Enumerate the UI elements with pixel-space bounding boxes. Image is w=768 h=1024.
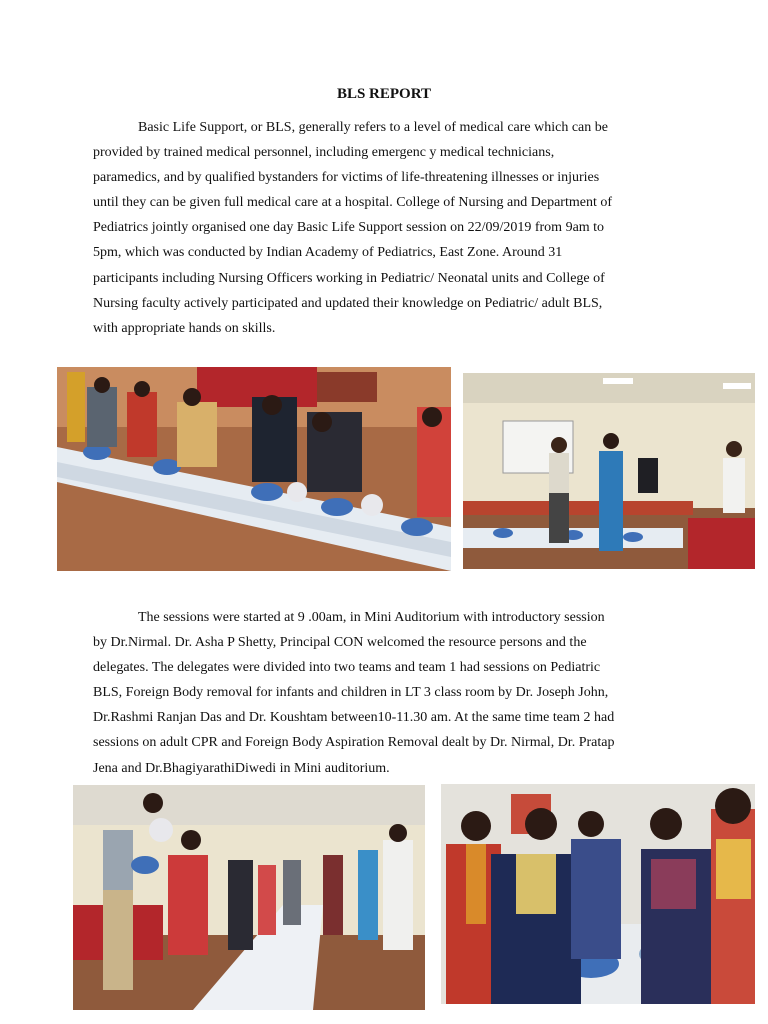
report-title: BLS REPORT xyxy=(336,86,432,102)
text-line: until they can be given full medical care at a hospital. College of Nursing and Department of xyxy=(93,195,612,211)
text-line: The sessions were started at 9 .00am, in Mini Auditorium with introductory session xyxy=(138,610,605,625)
text-line: delegates. The delegates were divided into two teams and team 1 had sessions on Pediatric xyxy=(93,660,601,676)
text-line: Basic Life Support, or BLS, generally refers to a level of medical care which can be xyxy=(138,120,608,135)
text-line: participants including Nursing Officers working in Pediatric/ Neonatal units and College of xyxy=(93,270,605,286)
text-line: paramedics, and by qualified bystanders for victims of life-threatening illnesses or injuries xyxy=(93,170,600,186)
photo-instructor-demonstration xyxy=(73,785,425,1010)
photo-auditorium-welcome xyxy=(463,373,755,569)
text-line: sessions on adult CPR and Foreign Body Aspiration Removal dealt by Dr. Nirmal, Dr. Pratap xyxy=(93,735,615,751)
photo-nursing-participants xyxy=(441,784,755,1004)
text-line: Nursing faculty actively participated and updated their knowledge on Pediatric/ adult BLS, xyxy=(93,295,603,311)
text-line: Pediatrics jointly organised one day Basic Life Support session on 22/09/2019 from 9am to xyxy=(93,220,605,236)
text-line: by Dr.Nirmal. Dr. Asha P Shetty, Principal CON welcomed the resource persons and the xyxy=(93,635,587,651)
text-line: 5pm, which was conducted by Indian Academy of Pediatrics, East Zone. Around 31 xyxy=(93,245,563,261)
text-line: Dr.Rashmi Ranjan Das and Dr. Koushtam between10-11.30 am. At the same time team 2 had xyxy=(93,710,615,726)
photo-cpr-practice-group xyxy=(57,367,451,571)
text-line: Jena and Dr.BhagiyarathiDiwedi in Mini auditorium. xyxy=(93,760,390,776)
paragraph-intro xyxy=(93,115,673,341)
text-line: BLS, Foreign Body removal for infants and children in LT 3 class room by Dr. Joseph John, xyxy=(93,685,609,701)
paragraph-sessions xyxy=(93,605,673,781)
text-line: with appropriate hands on skills. xyxy=(93,320,276,336)
text-line: provided by trained medical personnel, including emergenc y medical technicians, xyxy=(93,145,555,161)
